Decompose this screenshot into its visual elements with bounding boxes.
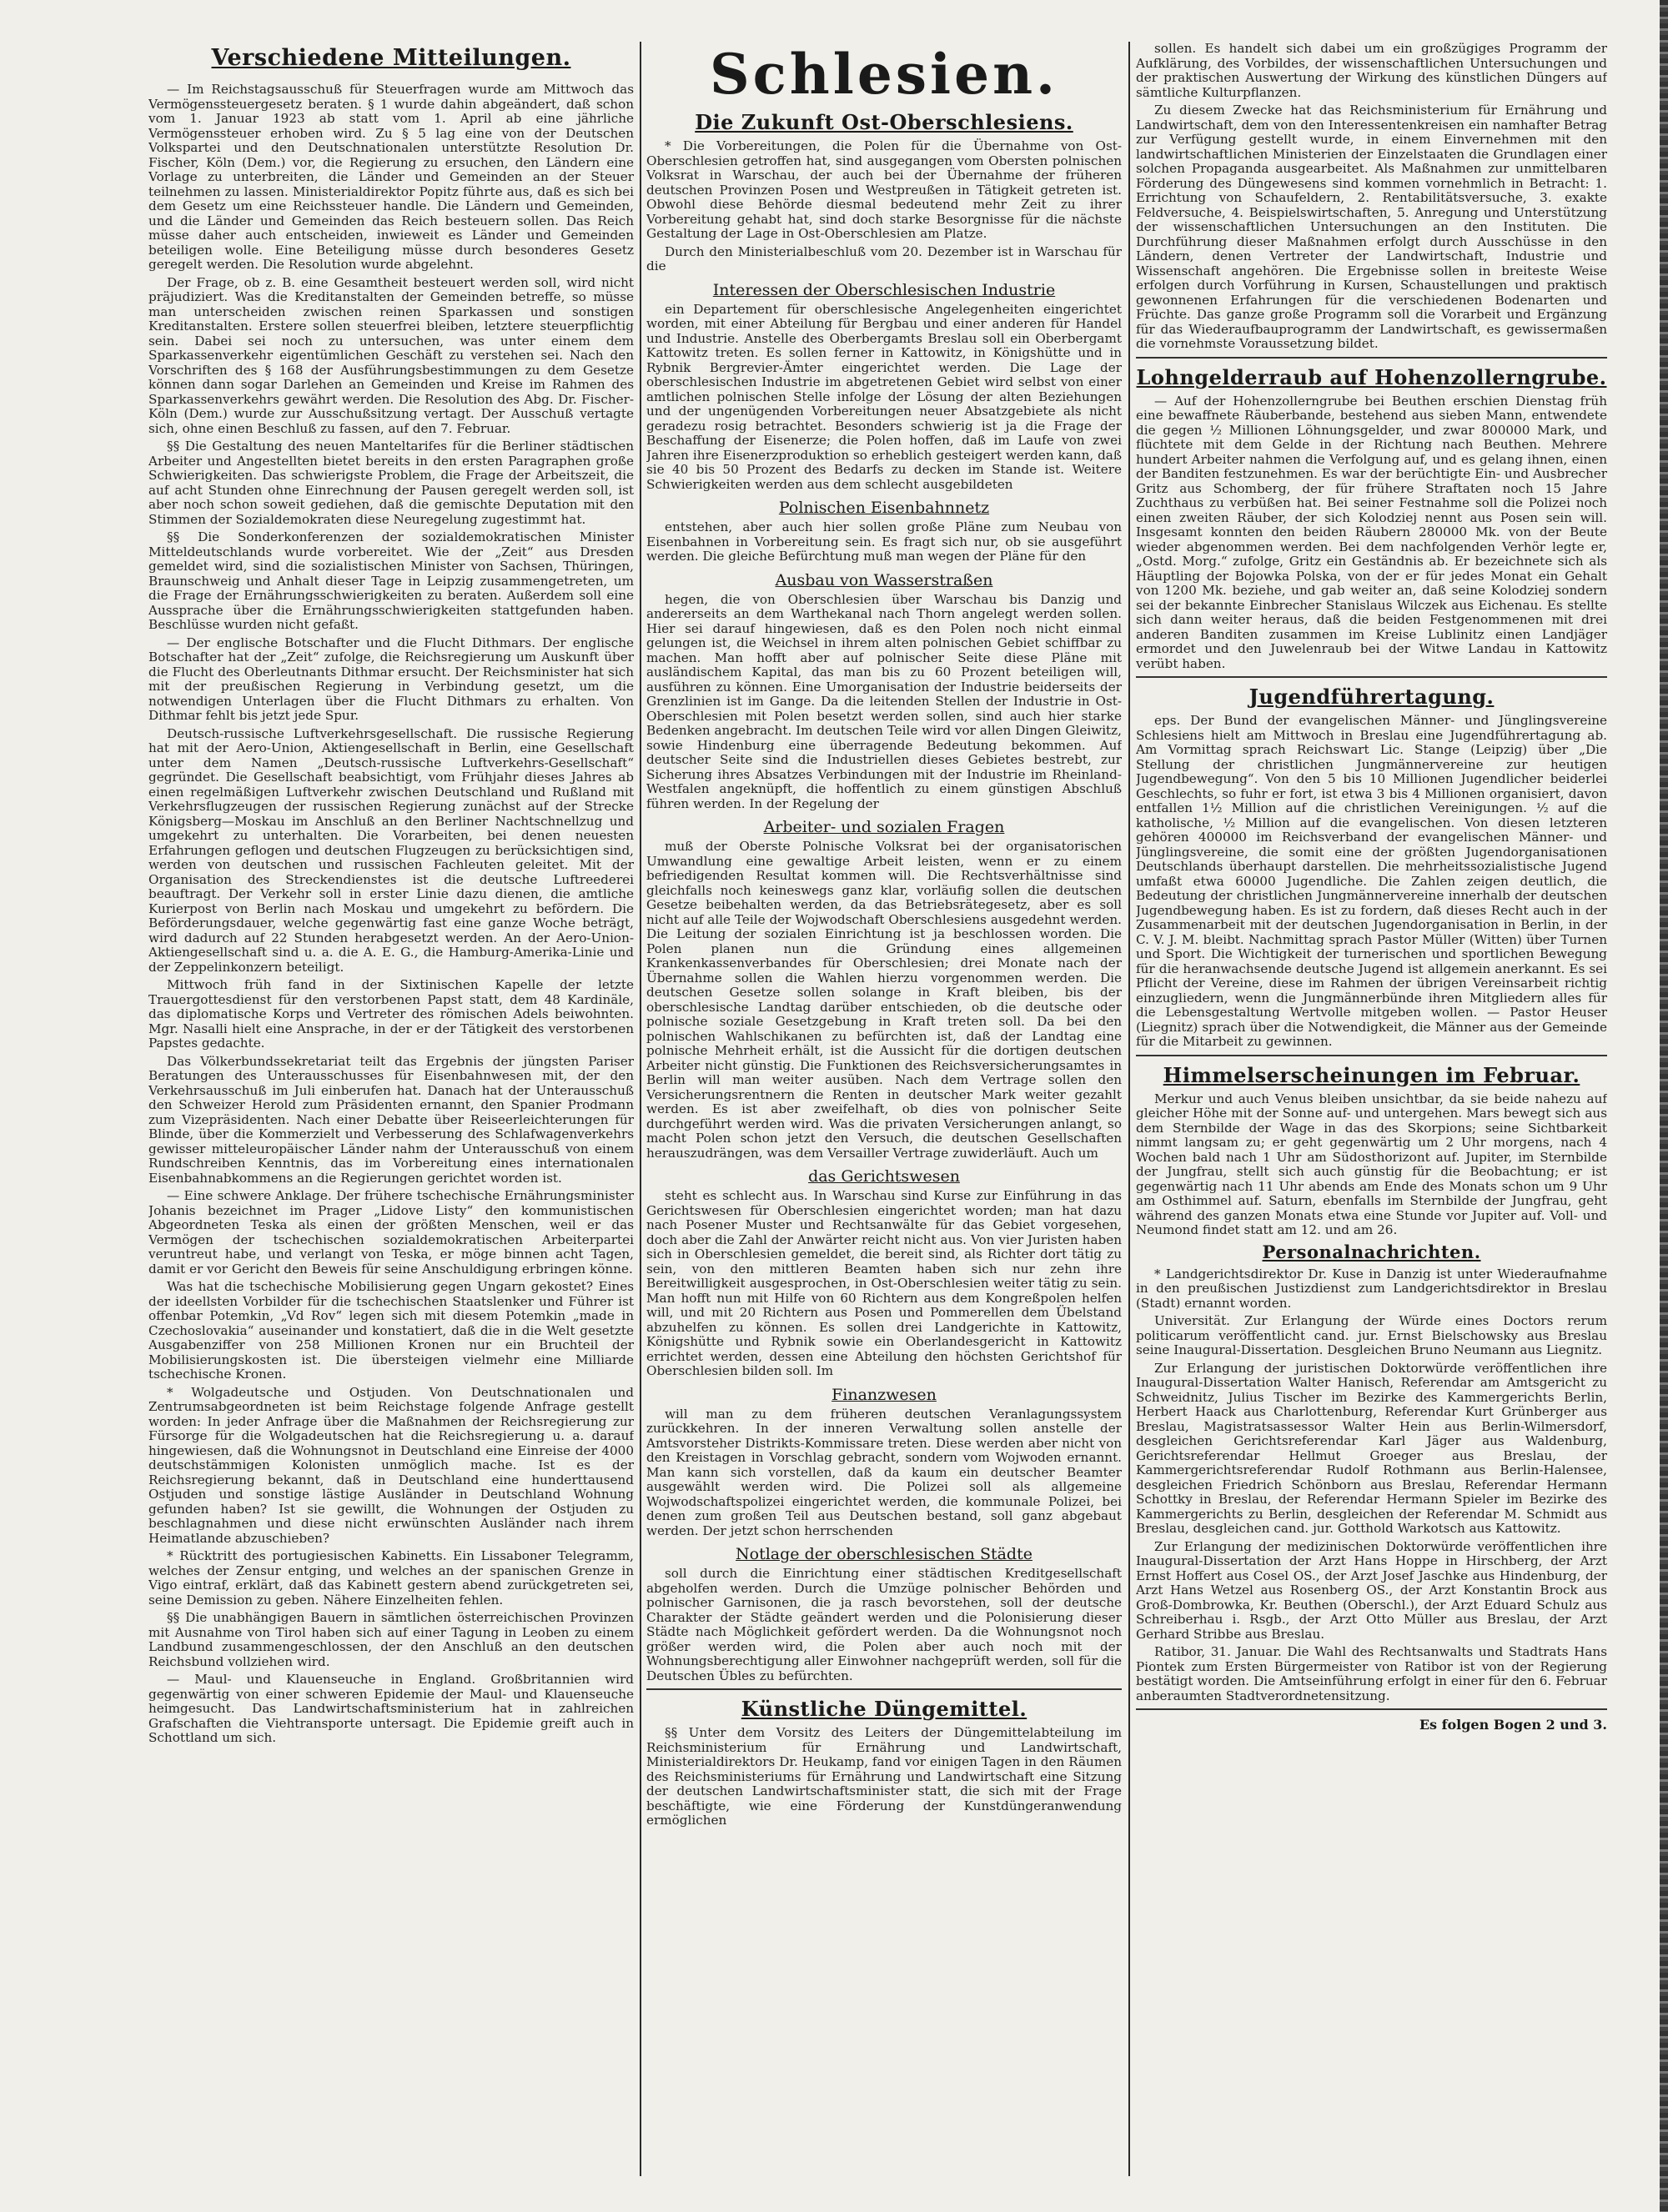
page-footer-note: Es folgen Bogen 2 und 3.: [1419, 1717, 1607, 1733]
article-paragraph: * Landgerichtsdirektor Dr. Kuse in Danzig ist unter Wiederaufnahme in den preußischen Justizdienst zum Landgerichtsdirektor in Breslau (Stadt) ernannt worden.: [1136, 1266, 1607, 1311]
separator-rule: [1136, 676, 1607, 678]
subheading: Arbeiter- und sozialen Fragen: [763, 818, 1005, 836]
article-paragraph: — Der englische Botschafter und die Flucht Dithmars. Der englische Botschafter hat der „Zeit“ zufolge, die Reichsregierung um Auskunft über die Flucht des Oberleutnants Dithmar ersucht. Der Reichsminister hat sich mit der preußischen Regierung in Verbindung gesetzt, um die notwendigen Unterlagen über die Flucht Dithmars zu erhalten. Von Dithmar fehlt bis jetzt jede Spur.: [148, 635, 634, 723]
article-paragraph: §§ Die Sonderkonferenzen der sozialdemokratischen Minister Mitteldeutschlands wurde vorbereitet. Wie der „Zeit“ aus Dresden gemeldet wird, sind die sozialistischen Minister von Sachsen, Thüringen, Braunschweig und Anhalt dieser Tage in Leipzig zusammengetreten, um die Frage der Ernährungsschwierigkeiten zu beraten. Außerdem soll eine Aussprache über die Ernährungsschwierigkeiten stattgefunden haben. Beschlüsse wurden nicht gefaßt.: [148, 529, 634, 632]
subheading: Notlage der oberschlesischen Städte: [736, 1545, 1032, 1563]
article-paragraph: §§ Unter dem Vorsitz des Leiters der Düngemittelabteilung im Reichsministerium für Ernährung und Landwirtschaft, Ministerialdirektors Dr. Heukamp, fand vor einigen Tagen in den Räumen des Reichsministeriums für Ernährung und Landwirtschaft eine Sitzung der deutschen Landwirtschaftsminister statt, die sich mit der Frage beschäftigte, wie eine Förderung der Kunstdüngeranwendung ermöglichen: [646, 1725, 1122, 1828]
article-paragraph: muß der Oberste Polnische Volksrat bei der organisatorischen Umwandlung eine gewaltige Arbeit leisten, wenn er zu einem befriedigenden Resultat kommen will. Die Rechtsverhältnisse sind gleichfalls noch keineswegs ganz klar, vorläufig sollen die deutschen Gesetze beibehalten werden, da das Betriebsrätegesetz, aber es soll nicht auf alle Teile der Wojwodschaft Oberschlesiens ausgedehnt werden. Die Leitung der sozialen Einrichtung ist ja beschlossen worden. Die Polen planen nun die Gründung eines allgemeinen Krankenkassenverbandes für Oberschlesien; drei Monate nach der Übernahme sollen die Wahlen hierzu vorgenommen werden. Die deutschen Gesetze sollen solange in Kraft bleiben, bis der oberschlesische Landtag darüber entschieden, ob die deutsche oder polnische soziale Gesetzgebung in Kraft treten soll. Da bei den polnischen Wahlschikanen zu befürchten ist, daß der Landtag eine polnische Mehrheit erhält, ist die Aussicht für die dortigen deutschen Arbeiter nicht günstig. Die Funktionen des Reichsversicherungsamtes in Berlin will man weiter ausüben. Nach dem Vertrage sollen den Versicherungsrentnern die Renten in deutscher Mark weiter gezahlt werden. Es ist aber zweifelhaft, ob dies von polnischer Seite durchgeführt werden wird. Was die privaten Versicherungen anlangt, so macht Polen schon jetzt den Versuch, die deutschen Gesellschaften herauszudrängen, was dem Versailler Vertrage zuwiderläuft. Auch um: [646, 839, 1122, 1161]
article-headline: Die Zukunft Ost-Oberschlesiens.: [695, 110, 1073, 134]
subheading: Interessen der Oberschlesischen Industrie: [712, 280, 1056, 299]
column-news: [1136, 42, 1607, 2176]
article-paragraph: — Maul- und Klauenseuche in England. Großbritannien wird gegenwärtig von einer schweren Epidemie der Maul- und Klauenseuche heimgesucht. Das Landwirtschaftsministerium hat in zahlreichen Grafschaften die Viehtransporte untersagt. Die Epidemie greift auch in Schottland um sich.: [148, 1672, 634, 1745]
article-paragraph: eps. Der Bund der evangelischen Männer- und Jünglingsvereine Schlesiens hielt am Mittwoch in Breslau eine Jugendführertagung ab. Am Vormittag sprach Reichswart Lic. Stange (Leipzig) über „Die Stellung der christlichen Jungmännervereine zur heutigen Jugendbewegung“. Von den 5 bis 10 Millionen Jugendlicher beiderlei Geschlechts, so fuhr er fort, ist etwa 3 bis 4 Millionen organisiert, davon entfallen 1½ Million auf die christlichen Vereinigungen. ½ auf die katholische, ½ Million auf die evangelischen. Von diesen letzteren gehören 400000 im Reichsverband der evangelischen Männer- und Jünglingsvereine, die somit eine der größten Jugendorganisationen Deutschlands überhaupt darstellen. Die mehrheitssozialistische Jugend umfaßt etwa 60000 Jugendliche. Die Zahlen zeigen deutlich, die Bedeutung der christlichen Jungmännervereine innerhalb der deutschen Jugendbewegung haben. Es ist zu fordern, daß dieses Recht auch in der Zusammenarbeit mit der deutschen Jugendorganisation in Berlin, in der C. V. J. M. bleibt. Nachmittag sprach Pastor Müller (Witten) über Turnen und Sport. Die Wichtigkeit der turnerischen und sportlichen Bewegung für die heranwachsende deutsche Jugend ist allgemein anerkannt. Es sei Pflicht der Vereine, diese im Rahmen der übrigen Vereinsarbeit richtig einzugliedern, wenn die Jungmännerbünde ihren Mitgliedern alles für die Lebensgestaltung Wertvolle mitgeben wollen. — Pastor Heuser (Liegnitz) sprach über die Notwendigkeit, die Männer aus der Gemeinde für die Mitarbeit zu gewinnen.: [1136, 713, 1607, 1049]
article-paragraph: — Auf der Hohenzollerngrube bei Beuthen erschien Dienstag früh eine bewaffnete Räuberbande, bestehend aus sieben Mann, entwendete die gegen ½ Millionen Löhnungsgelder, und zwar 800000 Mark, und flüchtete mit dem Gelde in der Richtung nach Beuthen. Mehrere hundert Arbeiter nahmen die Verfolgung auf, und es gelang ihnen, einen der Banditen festzunehmen. Es war der berüchtigte Ein- und Ausbrecher Gritz aus Schomberg, der für frühere Straftaten noch 15 Jahre Zuchthaus zu verbüßen hat. Bei seiner Festnahme soll die Polizei noch einen zweiten Räuber, der sich Kolodziej nennt aus Posen sein will. Insgesamt konnten den beiden Räubern 280000 Mk. von der Beute wieder abgenommen werden. Bei dem nachfolgenden Verhör legte er, „Ostd. Morg.“ zufolge, Gritz ein Geständnis ab. Er bezeichnete sich als Häuptling der Bojowka Polska, von der er für jedes Monat ein Gehalt von 1200 Mk. beziehe, und gab weiter an, daß seine Kolodziej sondern sei der bekannte Einbrecher Stanislaus Wilczek aus Eichenau. Es stellte sich dann weiter heraus, daß die beiden Festgenommenen mit drei anderen Banditen zusammen im Kreise Lublinitz einen Landjäger ermordet und den Juwelenraub bei der Witwe Landau in Kattowitz verübt haben.: [1136, 393, 1607, 671]
article-paragraph: entstehen, aber auch hier sollen große Pläne zum Neubau von Eisenbahnen in Vorbereitung sein. Es fragt sich nur, ob sie ausgeführt werden. Die gleiche Befürchtung muß man wegen der Pläne für den: [646, 519, 1122, 564]
separator-rule: [1136, 357, 1607, 359]
article-paragraph: Zur Erlangung der juristischen Doktorwürde veröffentlichen ihre Inaugural-Dissertation Walter Hanisch, Referendar am Amtsgericht zu Schweidnitz, Julius Tischer im Bezirke des Kammergerichts Berlin, Herbert Haack aus Charlottenburg, Referendar Kurt Grünberger aus Breslau, Magistratsassessor Walter Hein aus Berlin-Wilmersdorf, desgleichen Gerichtsreferendar Karl Jäger aus Waldenburg, Gerichtsreferendar Hellmut Groeger aus Breslau, der Kammergerichtsreferendar Rudolf Rothmann aus Berlin-Halensee, desgleichen Friedrich Schönborn aus Breslau, Referendar Hermann Schottky in Breslau, der Referendar Hermann Spieler im Bezirke des Kammergerichts zu Berlin, desgleichen der Referendar M. Schmidt aus Breslau, desgleichen cand. jur. Gotthold Warkotsch aus Kattowitz.: [1136, 1360, 1607, 1536]
section-title: Schlesien.: [709, 42, 1059, 107]
article-paragraph: Universität. Zur Erlangung der Würde eines Doctors rerum politicarum veröffentlicht cand. jur. Ernst Bielschowsky aus Breslau seine Inaugural-Dissertation. Desgleichen Bruno Neumann aus Liegnitz.: [1136, 1313, 1607, 1357]
subheading: das Gerichtswesen: [808, 1167, 960, 1186]
separator-rule: [646, 1688, 1122, 1690]
page-edge: [1660, 0, 1668, 2212]
article-paragraph: Der Frage, ob z. B. eine Gesamtheit besteuert werden soll, wird nicht präjudiziert. Was die Kreditanstalten der Gemeinden betreffe, so müsse man unterscheiden zwischen reinen Sparkassen und sonstigen Kreditanstalten. Erstere sollen steuerfrei bleiben, letztere steuerpflichtig sein. Dabei sei noch zu untersuchen, was unter einem dem Sparkassenverkehr eigentümlichen Geschäft zu verstehen sei. Nach den Vorschriften des § 168 der Ausführungsbestimmungen zu dem Gesetze können dann sogar Darlehen an Gemeinden und Kreise im Rahmen des Sparkassenverkehrs gewährt werden. Die Resolution des Abg. Dr. Fischer-Köln (Dem.) wurde zur Ausschußsitzung vertagt. Der Ausschuß vertagte sich, ohne einen Beschluß zu fassen, auf den 7. Februar.: [148, 274, 634, 436]
article-paragraph: Zur Erlangung der medizinischen Doktorwürde veröffentlichen ihre Inaugural-Dissertation der Arzt Hans Hoppe in Hirschberg, der Arzt Ernst Hoffert aus Cosel OS., der Arzt Josef Jaschke aus Hindenburg, der Arzt Hans Wetzel aus Rosenberg OS., der Arzt Konstantin Brock aus Groß-Dombrowka, Kr. Beuthen (Oberschl.), der Arzt Eduard Schulz aus Schreiberhau i. Rsgb., der Arzt Otto Müller aus Breslau, der Arzt Gerhard Stribbe aus Breslau.: [1136, 1538, 1607, 1642]
article-paragraph: Was hat die tschechische Mobilisierung gegen Ungarn gekostet? Eines der ideellsten Vorbilder für die tschechischen Staatslenker und Führer ist offenbar Potemkin, „Vd Rov“ legen sich mit diesem Potemkin „made in Czechoslovakia“ auseinander und konstatiert, daß die in die Welt gesetzte Ausgabenziffer von 258 Millionen Kronen nur ein Bruchteil der Mobilisierungskosten ist. Die übersteigen vielmehr eine Milliarde tschechische Kronen.: [148, 1279, 634, 1382]
article-paragraph: hegen, die von Oberschlesien über Warschau bis Danzig und andererseits an dem Warthekanal nach Thorn angelegt werden sollen. Hier sei darauf hingewiesen, daß es den Polen noch nicht einmal gelungen ist, die Weichsel in ihrem alten polnischen Gebiet schiffbar zu machen. Man hofft aber auf polnischer Seite diese Pläne mit ausländischem Kapital, das man bis zu 60 Prozent beteiligen will, ausführen zu können. Eine Umorganisation der Industrie beiderseits der Grenzlinien ist im Gange. Da die leitenden Stellen der Industrie in Ost-Oberschlesien mit Polen besetzt werden sollen, sind auch hier starke Bedenken angebracht. Im deutschen Teile wird vor allen Dingen Gleiwitz, sowie Hindenburg eine überragende Bedeutung bekommen. Auf deutscher Seite sind die Industriellen dieses Gebietes bestrebt, zur Sicherung ihres Absatzes Verbindungen mit der Industrie im Rheinland-Westfalen angeknüpft, die hoffentlich zu einem günstigen Abschluß führen werden. In der Regelung der: [646, 591, 1122, 811]
article-paragraph: — Im Reichstagsausschuß für Steuerfragen wurde am Mittwoch das Vermögenssteuergesetz beraten. § 1 wurde dahin abgeändert, daß schon vom 1. Januar 1923 ab statt vom 1. April ab eine jährliche Vermögenssteuer erhoben wird. Zu § 5 lag eine von der Deutschen Volkspartei und den Deutschnationalen unterstützte Resolution Dr. Fischer, Köln (Dem.) vor, die Regierung zu ersuchen, den Ländern eine Vorlage zu unterbreiten, die Länder und Gemeinden an der Steuer teilnehmen zu lassen. Ministerialdirektor Popitz führte aus, daß es sich bei dem Gesetz um eine Reichssteuer handle. Die Ländern und Gemeinden, und die Länder und Gemeinden das Reich besteuern sollen. Das Reich müsse daher auch entscheiden, inwieweit es Länder und Gemeinden beteiligen wolle. Eine Beteiligung müsse durch besonderes Gesetz geregelt werden. Die Resolution wurde abgelehnt.: [148, 82, 634, 272]
article-headline: Jugendführertagung.: [1248, 685, 1495, 709]
article-paragraph: * Wolgadeutsche und Ostjuden. Von Deutschnationalen und Zentrumsabgeordneten ist beim Reichstage folgende Anfrage gestellt worden: In jeder Anfrage über die Maßnahmen der Reichsregierung zur Fürsorge für die Wolgadeutschen hat die Reichsregierung u. a. darauf hingewiesen, daß die Wohnungsnot in Deutschland eine Einreise der 4000 deutschstämmigen Kolonisten unmöglich mache. Ist es der Reichsregierung bekannt, daß in Deutschland eine hunderttausend Ostjuden und sonstige lästige Ausländer in Deutschland Wohnung gefunden haben? Ist sie gewillt, die Wohnungen der Ostjuden zu beschlagnahmen und diese nicht erwünschten Ausländer nach ihrem Heimatlande abzuschieben?: [148, 1384, 634, 1546]
article-paragraph: steht es schlecht aus. In Warschau sind Kurse zur Einführung in das Gerichtswesen für Oberschlesien eingerichtet worden; man hat dazu nach Posener Muster und Rechtsanwälte für das Gebiet vorgesehen, doch aber die Zahl der Anwärter reicht nicht aus. Von vier Juristen haben sich in Oberschlesien gemeldet, die bereit sind, als Richter dort tätig zu sein, von den mittleren Beamten haben sich nur zehn ihre Bereitwilligkeit ausgesprochen, in Ost-Oberschlesien weiter tätig zu sein. Man hofft nun mit Hilfe von 60 Richtern aus dem Kongreßpolen helfen will, und mit 20 Richtern aus Posen und Pommerellen dem Übelstand abzuhelfen zu können. Es sollen drei Landgerichte in Kattowitz, Königshütte und Rybnik sowie ein Oberlandesgericht in Kattowitz errichtet werden, dessen eine Abteilung den höchsten Gerichtshof für Oberschlesien bilden soll. Im: [646, 1188, 1122, 1378]
article-paragraph: §§ Die Gestaltung des neuen Manteltarifes für die Berliner städtischen Arbeiter und Angestellten bietet bereits in den ersten Paragraphen große Schwierigkeiten. Das schwierigste Problem, die Frage der Arbeitszeit, die auf acht Stunden ohne Einrechnung der Pausen geregelt werden soll, ist aber noch schon soweit gediehen, daß die gemischte Deputation mit den Stimmen der Sozialdemokraten diese Neuregelung zugestimmt hat.: [148, 439, 634, 527]
column-divider: [640, 42, 641, 2176]
article-paragraph: ein Departement für oberschlesische Angelegenheiten eingerichtet worden, mit einer Abteilung für Bergbau und einer anderen für Handel und Industrie. Anstelle des Oberbergamts Breslau soll ein Oberbergamt Kattowitz treten. Es sollen ferner in Kattowitz, in Königshütte und in Rybnik Bergrevier-Ämter eingerichtet werden. Die Lage der oberschlesischen Industrie im abgetretenen Gebiet wird selbst von einer amtlichen polnischen Stelle infolge der Lösung der alten Beziehungen und der ungenügenden Vorbereitungen neuer Absatzgebiete als nicht geradezu rosig betrachtet. Besonders schwierig ist ja die Frage der Beschaffung der Eisenerze; die Polen hoffen, daß im Laufe von zwei Jahren ihre Eisenerzproduktion so erheblich gesteigert werden kann, daß sie 40 bis 50 Prozent des Bedarfs zu decken im Stande ist. Weitere Schwierigkeiten werden aus dem schlecht ausgebildeten: [646, 301, 1122, 492]
article-paragraph: — Eine schwere Anklage. Der frühere tschechische Ernährungsminister Johanis bezeichnet im Prager „Lidove Listy“ den kommunistischen Abgeordneten Teska als einen der größten Menschen, weil er das Vermögen der tschechischen sozialdemokratischen Arbeiterpartei veruntreut habe, und verlangt von Teska, er möge binnen acht Tagen, damit er vor Gericht den Beweis für seine Anschuldigung erbringen könne.: [148, 1188, 634, 1277]
article-paragraph: * Rücktritt des portugiesischen Kabinetts. Ein Lissaboner Telegramm, welches der Zensur entging, und welches an der spanischen Grenze in Vigo eintraf, erklärt, daß das Kabinett gestern abend zurückgetreten sei, seine Demission zu geben. Nähere Einzelheiten fehlen.: [148, 1548, 634, 1608]
article-paragraph: Das Völkerbundssekretariat teilt das Ergebnis der jüngsten Pariser Beratungen des Unterausschusses für Eisenbahnwesen mit, der den Verkehrsausschuß im Juli einberufen hat. Danach hat der Unterausschuß den Schweizer Herold zum Präsidenten ernannt, den Spanier Prodmann zum Vizepräsidenten. Nach einer Debatte über Reiseerleichterungen für Blinde, über die Kommerzielt und Verbesserung des Schlafwagenverkehrs gewisser mitteleuropäischer Länder nahm der Unterausschuß von einem Rundschreiben Kenntnis, das im Vorbereitung eines internationalen Eisenbahnabkommens an die Regierungen gerichtet worden ist.: [148, 1053, 634, 1186]
article-paragraph: Durch den Ministerialbeschluß vom 20. Dezember ist in Warschau für die: [646, 243, 1122, 273]
section-heading: Verschiedene Mitteilungen.: [211, 45, 571, 71]
article-headline: Lohngelderraub auf Hohenzollerngrube.: [1136, 364, 1607, 389]
column-schlesien: [646, 42, 1122, 2176]
separator-rule: [1136, 1708, 1607, 1710]
article-paragraph: Mittwoch früh fand in der Sixtinischen Kapelle der letzte Trauergottesdienst für den verstorbenen Papst statt, dem 48 Kardinäle, das diplomatische Korps und Vertreter des römischen Adels beiwohnten. Mgr. Nasalli hielt eine Ansprache, in der er der Tätigkeit des verstorbenen Papstes gedachte.: [148, 977, 634, 1051]
article-paragraph: sollen. Es handelt sich dabei um ein großzügiges Programm der Aufklärung, des Vorbildes, der wissenschaftlichen Untersuchungen und der praktischen Auswertung der Wirkung des künstlichen Düngers auf sämtliche Kulturpflanzen.: [1136, 42, 1607, 100]
subheading: Polnischen Eisenbahnnetz: [778, 499, 990, 517]
article-paragraph: Merkur und auch Venus bleiben unsichtbar, da sie beide nahezu auf gleicher Höhe mit der Sonne auf- und untergehen. Mars bewegt sich aus dem Sternbilde der Wage in das des Skorpions; seine Sichtbarkeit nimmt langsam zu; er geht gegenwärtig um 2 Uhr morgens, nach 4 Wochen bald nach 1 Uhr am Südosthorizont auf. Jupiter, im Sternbilde der Jungfrau, stellt sich auch günstig für die Beobachtung; er ist gegenwärtig nach 11 Uhr abends am Ende des Monats schon um 9 Uhr am Osthimmel auf. Saturn, ebenfalls im Sternbilde der Jungfrau, geht während des ganzen Monats etwa eine Stunde vor Jupiter auf. Voll- und Neumond findet statt am 12. und am 26.: [1136, 1091, 1607, 1237]
article-paragraph: Ratibor, 31. Januar. Die Wahl des Rechtsanwalts und Stadtrats Hans Piontek zum Ersten Bürgermeister von Ratibor ist von der Regierung bestätigt worden. Die Amtseinführung erfolgt in einer für den 6. Februar anberaumten Stadtverordnetensitzung.: [1136, 1644, 1607, 1703]
column-miscellaneous: [148, 42, 634, 2201]
article-paragraph: Zu diesem Zwecke hat das Reichsministerium für Ernährung und Landwirtschaft, dem von den Interessentenkreisen ein namhafter Betrag zur Verfügung gestellt wurde, in einem Einvernehmen mit den landwirtschaftlichen Ministerien der Einzelstaaten die Grundlagen einer solchen Propaganda ausgearbeitet. Als Maßnahmen zur unmittelbaren Förderung des Düngewesens sind kommen vornehmlich in Betracht: 1. Errichtung von Schaufeldern, 2. Rentabilitätsversuche, 3. exakte Feldversuche, 4. Beispielswirtschaften, 5. Anregung und Unterstützung der wissenschaftlichen Untersuchungen an den Instituten. Die Durchführung dieser Maßnahmen erfolgt durch Ausschüsse in den Ländern, denen Vertreter der Landwirtschaft, Industrie und Wissenschaft angehören. Die Ergebnisse sollen in breiteste Weise erfolgen durch Vorführung in Kursen, Schaustellungen und praktisch gewonnenen Erfahrungen für die verschiedenen Bodenarten und Früchte. Das ganze große Programm soll die Vorarbeit und Ergänzung für das Wiederaufbauprogramm der Landwirtschaft, es gewissermaßen die vornehmste Voraussetzung bildet.: [1136, 103, 1607, 351]
article-paragraph: * Die Vorbereitungen, die Polen für die Übernahme von Ost-Oberschlesien getroffen hat, sind ausgegangen vom Obersten polnischen Volksrat in Warschau, der auch bei der Übernahme der früheren deutschen Provinzen Posen und Westpreußen in Tätigkeit getreten ist. Obwohl diese Behörde diesmal bedeutend mehr Zeit zu ihrer Vorbereitung gehabt hat, sind doch starke Besorgnisse für die nächste Gestaltung der Lage in Ost-Oberschlesien am Platze.: [646, 138, 1122, 241]
subheading: Finanzwesen: [831, 1385, 937, 1404]
article-headline: Künstliche Düngemittel.: [741, 1697, 1027, 1721]
article-paragraph: §§ Die unabhängigen Bauern in sämtlichen österreichischen Provinzen mit Ausnahme von Tirol haben sich auf einer Tagung in Leoben zu einem Landbund zusammengeschlossen, der den Anschluß an den deutschen Reichsbund vollziehen wird.: [148, 1610, 634, 1669]
article-headline: Personalnachrichten.: [1262, 1241, 1481, 1262]
article-paragraph: will man zu dem früheren deutschen Veranlagungssystem zurückkehren. In der inneren Verwaltung sollen anstelle der Amtsvorsteher Distrikts-Kommissare treten. Diese werden aber nicht von den Kreistagen in Vorschlag gebracht, sondern vom Wojwoden ernannt. Man kann sich vorstellen, daß da kaum ein deutscher Beamter ausgewählt werden wird. Die Polizei soll als allgemeine Wojwodschaftspolizei eingerichtet werden, die kommunale Polizei, bei denen zum großen Teil aus Deutschen bestand, soll ganz abgebaut werden. Der jetzt schon herrschenden: [646, 1406, 1122, 1538]
article-paragraph: soll durch die Einrichtung einer städtischen Kreditgesellschaft abgeholfen werden. Durch die Umzüge polnischer Behörden und polnischer Garnisonen, die ja rasch bevorstehen, soll der deutsche Charakter der Städte geändert werden und die Polonisierung dieser Städte nach Möglichkeit gefördert werden. Da die Wohnungsnot noch größer werden wird, die Polen aber auch noch mit der Wohnungsberechtigung aller Einwohner nachgeprüft werden, soll für die Deutschen Übles zu befürchten.: [646, 1566, 1122, 1683]
column-divider: [1128, 42, 1130, 2176]
separator-rule: [1136, 1055, 1607, 1056]
article-paragraph: Deutsch-russische Luftverkehrsgesellschaft. Die russische Regierung hat mit der Aero-Union, Aktiengesellschaft in Berlin, eine Gesellschaft unter dem Namen „Deutsch-russische Luftverkehrs-Gesellschaft“ gegründet. Die Gesellschaft beabsichtigt, vom Frühjahr dieses Jahres ab einen regelmäßigen Luftverkehr zwischen Deutschland und Rußland mit Verkehrsflugzeugen der russischen Regierung zunächst auf der Strecke Königsberg—Moskau im Anschluß an den Berliner Nachtschnellzug und umgekehrt zu unterhalten. Die Vorarbeiten, bei denen neuesten Erfahrungen geflogen und deutschen Flugzeugen zu berücksichtigen sind, werden von deutschen und russischen Fachleuten geleitet. Mit der Organisation des Streckendienstes ist die deutsche Luftreederei beauftragt. Der Verkehr soll in erster Linie dazu dienen, die amtliche Kurierpost von Berlin nach Moskau und umgekehrt zu befördern. Die Beförderungsdauer, welche gegenwärtig fast eine ganze Woche beträgt, wird dadurch auf 22 Stunden herabgesetzt werden. An der Aero-Union-Aktiengesellschaft sind u. a. die A. E. G., die Hamburg-Amerika-Linie und der Zeppelinkonzern beteiligt.: [148, 725, 634, 975]
article-headline: Himmelserscheinungen im Februar.: [1163, 1062, 1580, 1087]
subheading: Ausbau von Wasserstraßen: [775, 570, 993, 589]
